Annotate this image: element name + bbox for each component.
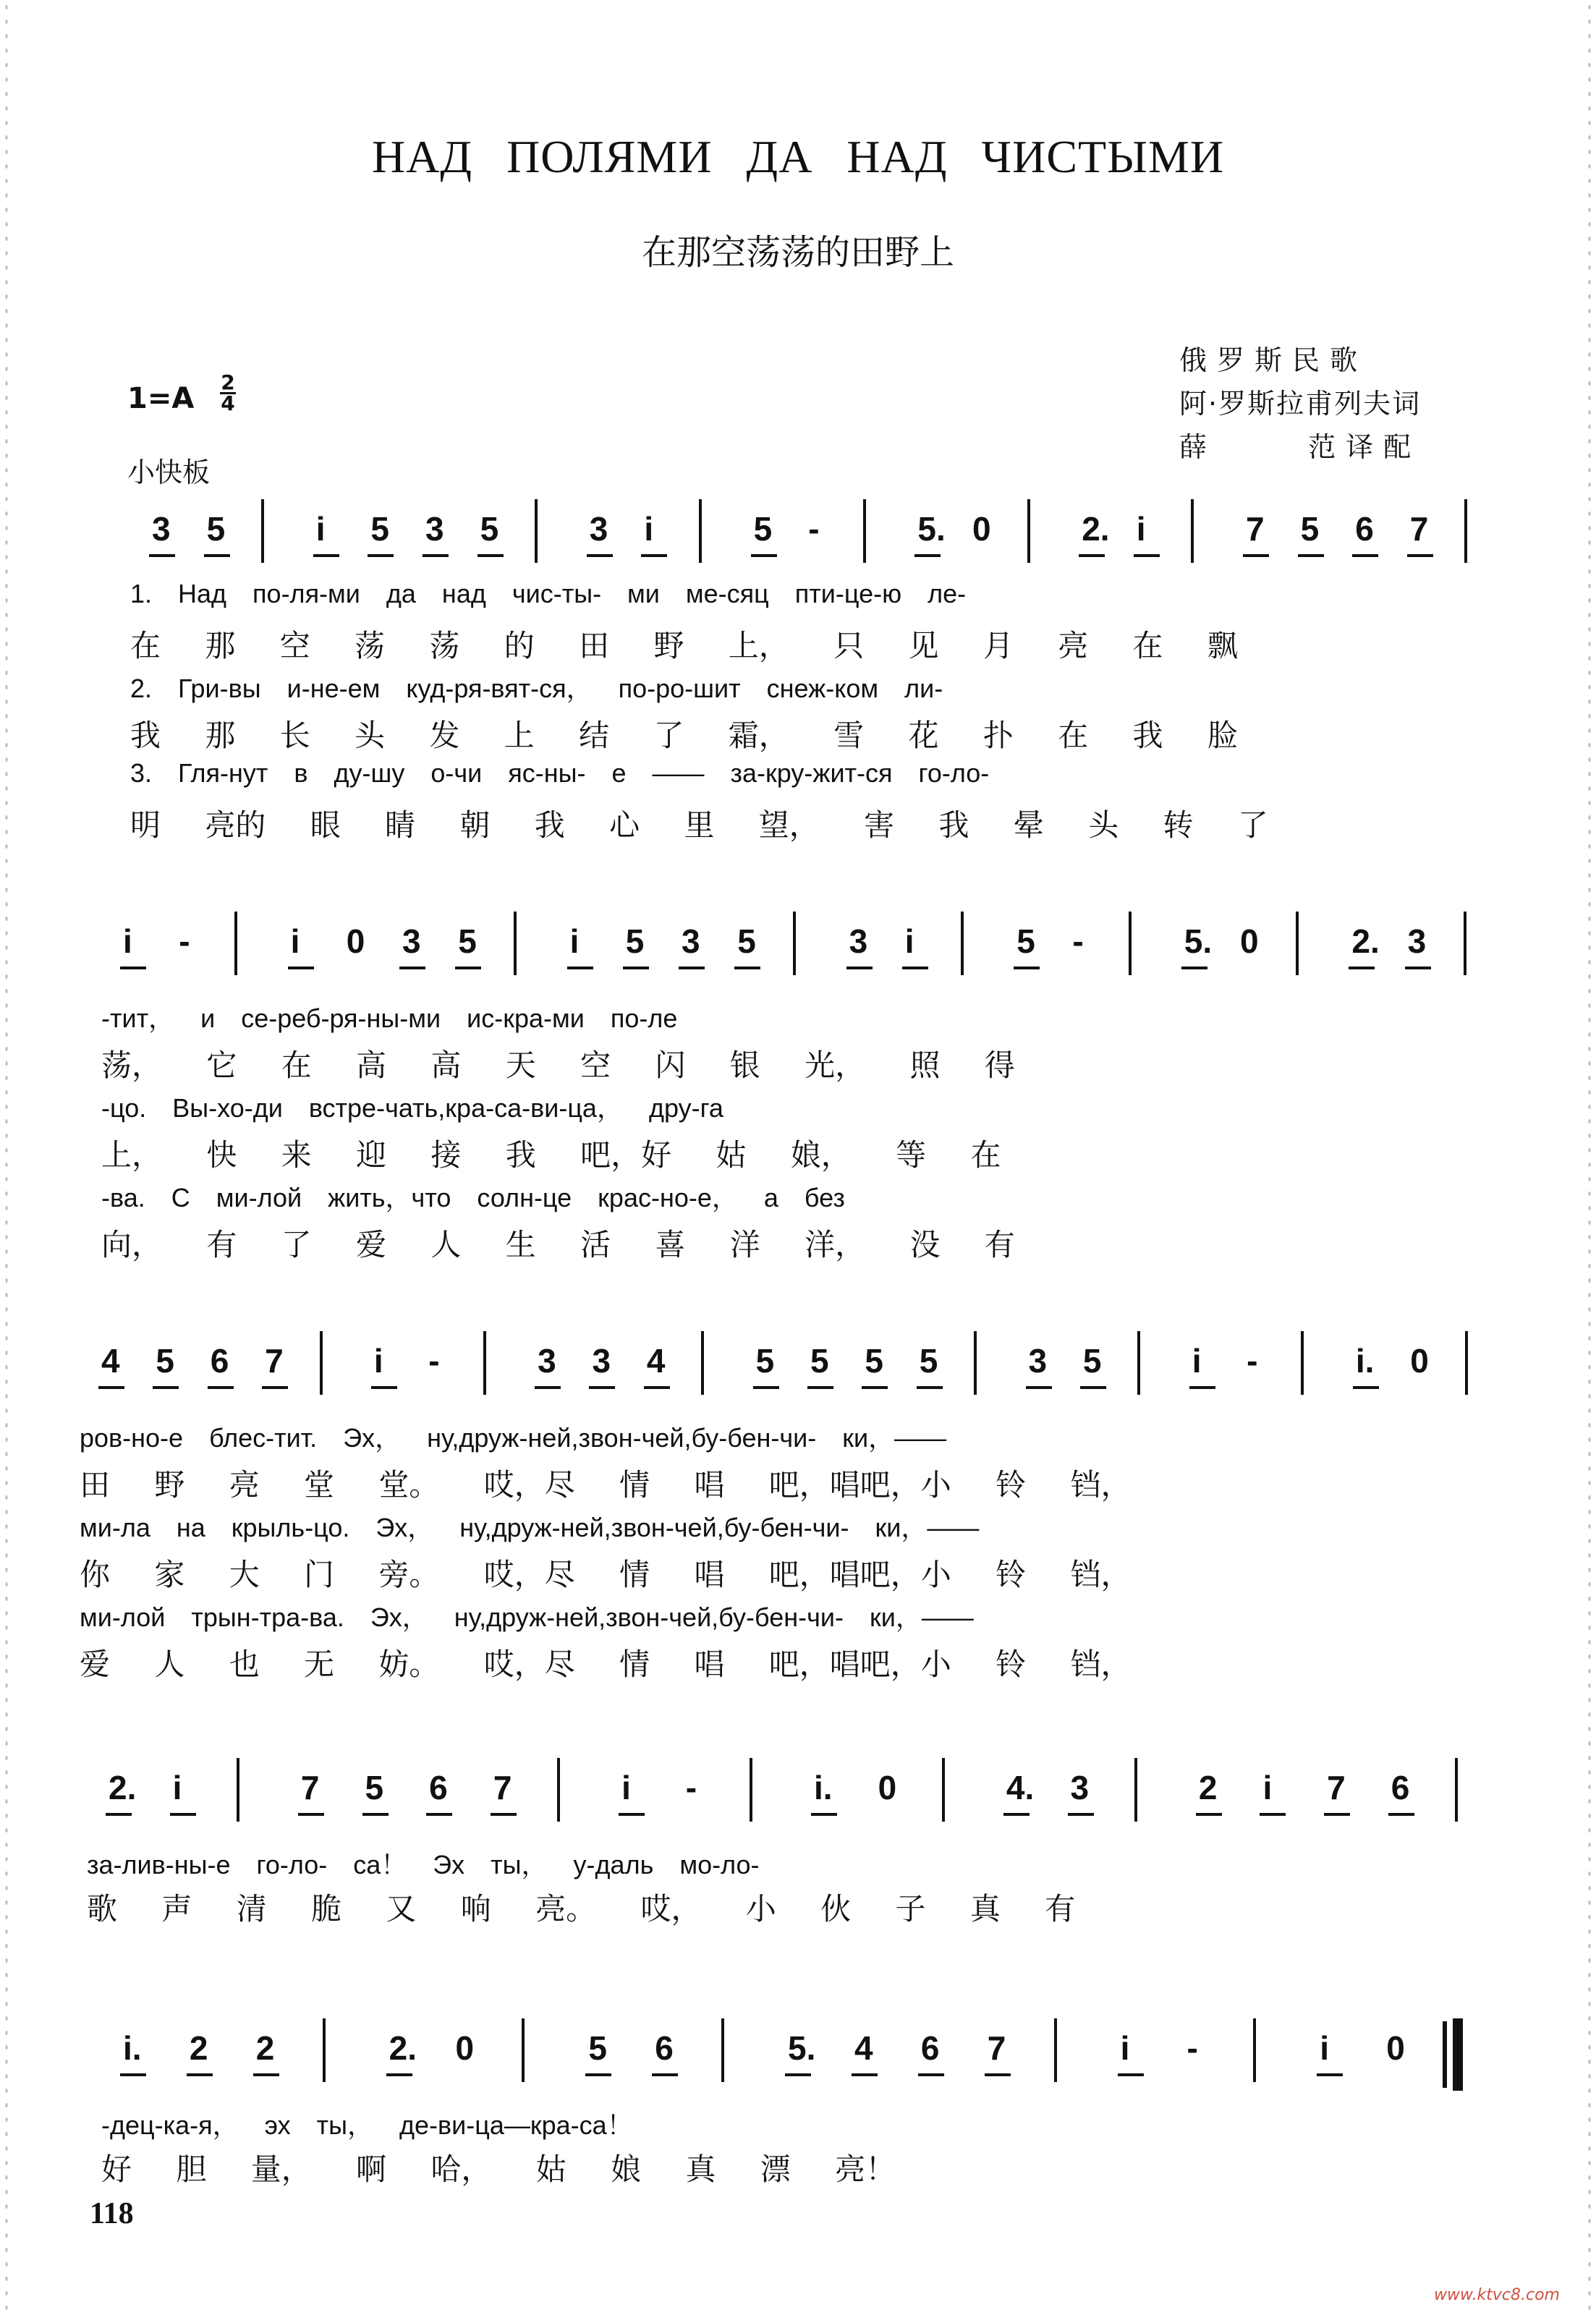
watermark: www.ktvc8.com: [1433, 2286, 1560, 2304]
note: 6: [655, 2029, 674, 2067]
note: 3: [425, 510, 444, 548]
underline-beam: [1134, 554, 1160, 557]
underline-beam: [917, 1386, 943, 1389]
underline-beam: [1352, 554, 1378, 557]
note: 5: [370, 510, 389, 548]
note: i: [621, 1769, 631, 1806]
note: 5: [156, 1342, 174, 1380]
underline-beam: [641, 554, 667, 557]
underline-beam: [477, 554, 504, 557]
note: 7: [1409, 510, 1429, 548]
chinese-lyric-line: 田 野 亮 堂 堂。 哎，尽 情 唱 吧，唱吧，小 铃 铛，: [80, 1467, 1132, 1503]
note: 3: [538, 1342, 556, 1380]
note: 3: [152, 510, 171, 548]
note: 5: [737, 922, 756, 960]
note: i: [644, 510, 654, 548]
underline-beam: [1003, 1813, 1030, 1816]
note: 5: [1300, 510, 1320, 548]
chinese-lyric-line: 你 家 大 门 旁。 哎，尽 情 唱 吧，唱吧，小 铃 铛，: [80, 1557, 1132, 1592]
chinese-lyric-line: 明 亮的 眼 睛 朝 我 心 里 望， 害 我 晕 头 转 了: [130, 807, 1268, 843]
underline-beam: [288, 967, 314, 969]
barline: [483, 1331, 486, 1395]
barline: [234, 912, 237, 975]
note: 0: [878, 1769, 897, 1806]
note: 4: [101, 1342, 120, 1380]
underline-beam: [423, 554, 449, 557]
chinese-lyric-line: 上， 快 来 迎 接 我 吧，好 姑 娘， 等 在: [101, 1137, 1001, 1173]
note: 0: [1410, 1342, 1429, 1380]
final-barline: [1453, 2018, 1463, 2091]
underline-beam: [751, 554, 777, 557]
note: 6: [429, 1769, 448, 1806]
underline-beam: [734, 967, 760, 969]
note: 2: [189, 2029, 208, 2067]
russian-lyric-line: -тит， и се-реб-ря-ны-ми ис-кра-ми по-ле: [101, 1003, 678, 1033]
barline: [320, 1331, 323, 1395]
underline-beam: [914, 554, 941, 557]
note: 4: [646, 1342, 666, 1380]
chinese-lyric-line: 我 那 长 头 发 上 结 了 霜， 雪 花 扑 在 我 脸: [130, 718, 1238, 753]
underline-beam: [253, 2073, 279, 2076]
note: i: [1192, 1342, 1202, 1380]
underline-beam: [106, 1813, 132, 1816]
underline-beam: [807, 1386, 833, 1389]
note: 6: [920, 2029, 940, 2067]
barline: [261, 499, 264, 563]
note: 2: [1198, 1769, 1218, 1806]
underline-beam: [1405, 967, 1431, 969]
barline: [1465, 1331, 1468, 1395]
underline-beam: [426, 1813, 452, 1816]
underline-beam: [120, 2073, 146, 2076]
note: 5: [753, 510, 773, 548]
note: i: [1262, 1769, 1273, 1806]
barline: [701, 1331, 704, 1395]
barline: [974, 1331, 977, 1395]
underline-beam: [587, 554, 613, 557]
sustain-dash: -: [685, 1769, 697, 1806]
right-border-dots: [1586, 0, 1593, 2315]
barline: [1129, 912, 1132, 975]
underline-beam: [1324, 1813, 1350, 1816]
underline-beam: [852, 2073, 878, 2076]
note: i.: [123, 2029, 142, 2067]
russian-lyric-line: -ва. С ми-лой жить，что солн-це крас-но-е， а без: [101, 1183, 845, 1212]
page-number: 118: [90, 2197, 134, 2230]
russian-lyric-line: 2. Гри-вы и-не-ем куд-ря-вят-ся， по-ро-шит снеж-ком ли-: [130, 674, 943, 703]
barline: [721, 2018, 724, 2082]
note: i: [172, 1769, 182, 1806]
underline-beam: [846, 967, 873, 969]
underline-beam: [585, 2073, 611, 2076]
time-signature: 2 4: [221, 370, 235, 415]
song-subtitle: 在那空荡荡的田野上: [641, 232, 954, 273]
russian-lyric-line: -дец-ка-я， эх ты， де-ви-ца—кра-са！: [101, 2110, 633, 2140]
note: i: [569, 922, 580, 960]
underline-beam: [1407, 554, 1433, 557]
note: 7: [265, 1342, 284, 1380]
note: i: [373, 1342, 383, 1380]
note: 5: [755, 1342, 775, 1380]
chinese-lyric-line: 在 那 空 荡 荡 的 田 野 上， 只 见 月 亮 在 飘: [130, 628, 1238, 663]
note: 5.: [788, 2029, 816, 2067]
note: 6: [1355, 510, 1374, 548]
underline-beam: [1118, 2073, 1144, 2076]
chinese-lyric-line: 爱 人 也 无 妨。 哎，尽 情 唱 吧，唱吧，小 铃 铛，: [80, 1647, 1132, 1682]
barline: [1191, 499, 1194, 563]
note: 7: [493, 1769, 512, 1806]
underline-beam: [298, 1813, 324, 1816]
underline-beam: [623, 967, 649, 969]
credit-origin: 俄罗斯民歌: [1179, 344, 1368, 376]
barline: [750, 1758, 752, 1822]
note: 2.: [1351, 922, 1380, 960]
russian-lyric-line: 1. Над по-ля-ми да над чис-ты- ми ме-сяц пти-це-ю ле-: [130, 579, 967, 608]
note: i: [290, 922, 300, 960]
barline: [1134, 1758, 1137, 1822]
credits: [1179, 339, 1421, 469]
note: i: [904, 922, 914, 960]
underline-beam: [785, 2073, 811, 2076]
note: 7: [1246, 510, 1265, 548]
underline-beam: [368, 554, 394, 557]
barline: [1296, 912, 1299, 975]
russian-lyric-line: ров-но-е блес-тит. Эх， ну,друж-ней,звон-чей,бу-бен-чи- ки，——: [80, 1423, 947, 1453]
note: 5.: [917, 510, 946, 548]
underline-beam: [862, 1386, 888, 1389]
note: i.: [814, 1769, 833, 1806]
barline: [1301, 1331, 1304, 1395]
underline-beam: [1353, 1386, 1379, 1389]
barline: [1137, 1331, 1140, 1395]
note: 0: [455, 2029, 475, 2067]
underline-beam: [1196, 1813, 1222, 1816]
russian-lyric-line: за-лив-ны-е го-ло- са！ Эх ты， у-даль мо-ло-: [87, 1850, 760, 1879]
key-signature: 1=A 2 4: [127, 370, 235, 415]
underline-beam: [652, 2073, 678, 2076]
sustain-dash: -: [1072, 922, 1084, 960]
note: 0: [972, 510, 991, 548]
underline-beam: [1026, 1386, 1052, 1389]
note: 7: [1327, 1769, 1346, 1806]
underline-beam: [679, 967, 705, 969]
underline-beam: [491, 1813, 517, 1816]
note: 0: [1386, 2029, 1405, 2067]
note: 7: [300, 1769, 320, 1806]
barline: [1464, 499, 1467, 563]
sustain-dash: -: [1187, 2029, 1198, 2067]
barline: [793, 912, 796, 975]
underline-beam: [399, 967, 425, 969]
chinese-lyric-line: 荡， 它 在 高 高 天 空 闪 银 光， 照 得: [101, 1048, 1015, 1083]
underline-beam: [1014, 967, 1040, 969]
barline: [237, 1758, 239, 1822]
underline-beam: [1298, 554, 1324, 557]
note: 6: [1391, 1769, 1410, 1806]
underline-beam: [1349, 967, 1375, 969]
russian-lyric-line: 3. Гля-нут в ду-шу о-чи яс-ны- е —— за-кру-жит-ся го-ло-: [130, 758, 990, 788]
left-border-dots: [3, 0, 10, 2315]
underline-beam: [153, 1386, 179, 1389]
sustain-dash: -: [428, 1342, 440, 1380]
note: 2.: [389, 2029, 417, 2067]
underline-beam: [1260, 1813, 1286, 1816]
barline: [699, 499, 702, 563]
barline: [1464, 912, 1466, 975]
tempo-marking: 小快板: [127, 456, 211, 488]
underline-beam: [589, 1386, 615, 1389]
underline-beam: [1243, 554, 1269, 557]
underline-beam: [1181, 967, 1207, 969]
barline: [522, 2018, 525, 2082]
underline-beam: [902, 967, 928, 969]
note: 3: [589, 510, 608, 548]
note: 2.: [109, 1769, 137, 1806]
song-title: НАД ПОЛЯМИ ДА НАД ЧИСТЫМИ: [371, 131, 1225, 182]
credit-lyricist: 阿·罗斯拉甫列夫词: [1179, 388, 1422, 420]
barline: [1027, 499, 1030, 563]
barline: [961, 912, 964, 975]
note: i: [1136, 510, 1146, 548]
note: 5: [625, 922, 645, 960]
note: 5: [865, 1342, 883, 1380]
russian-lyric-line: -цо. Вы-хо-ди встре-чать,кра-са-ви-ца， дру-га: [101, 1093, 723, 1123]
note: 5: [1016, 922, 1035, 960]
note: 5: [1082, 1342, 1102, 1380]
note: i.: [1355, 1342, 1375, 1380]
underline-beam: [362, 1813, 389, 1816]
credit-translator: 薛 范译配: [1179, 431, 1422, 463]
russian-lyric-line: ми-ла на крыль-цо. Эх， ну,друж-ней,звон-чей,бу-бен-чи- ки，——: [80, 1513, 980, 1542]
note: 0: [346, 922, 365, 960]
note: 3: [1407, 922, 1427, 960]
underline-beam: [313, 554, 339, 557]
note: 3: [402, 922, 421, 960]
underline-beam: [811, 1813, 837, 1816]
note: 3: [592, 1342, 611, 1380]
underline-beam: [753, 1386, 779, 1389]
russian-lyric-line: ми-лой трын-тра-ва. Эх， ну,друж-ней,звон-чей,бу-бен-чи- ки，——: [80, 1602, 974, 1632]
underline-beam: [170, 1813, 196, 1816]
underline-beam: [149, 554, 175, 557]
note: 5.: [1184, 922, 1213, 960]
barline: [535, 499, 538, 563]
sustain-dash: -: [179, 922, 190, 960]
underline-beam: [371, 1386, 397, 1389]
underline-beam: [1189, 1386, 1215, 1389]
underline-beam: [386, 2073, 412, 2076]
note: 3: [849, 922, 868, 960]
sustain-dash: -: [808, 510, 820, 548]
underline-beam: [187, 2073, 213, 2076]
note: 2: [255, 2029, 275, 2067]
note: 5: [458, 922, 477, 960]
chinese-lyric-line: 向， 有 了 爱 人 生 活 喜 洋 洋， 没 有: [101, 1227, 1015, 1262]
note: i: [123, 922, 132, 960]
underline-beam: [644, 1386, 670, 1389]
note: 4.: [1006, 1769, 1035, 1806]
note: i: [1120, 2029, 1130, 2067]
underline-beam: [98, 1386, 124, 1389]
underline-beam: [1317, 2073, 1343, 2076]
note: 4: [854, 2029, 873, 2067]
underline-beam: [208, 1386, 234, 1389]
barline: [863, 499, 866, 563]
barline: [1054, 2018, 1057, 2082]
underline-beam: [1068, 1813, 1094, 1816]
note: 5: [480, 510, 499, 548]
note: 7: [987, 2029, 1006, 2067]
note: 3: [1028, 1342, 1048, 1380]
underline-beam: [262, 1386, 288, 1389]
underline-beam: [567, 967, 593, 969]
underline-beam: [918, 2073, 944, 2076]
note: 5: [588, 2029, 607, 2067]
note: i: [315, 510, 326, 548]
sustain-dash: -: [1247, 1342, 1258, 1380]
barline: [557, 1758, 560, 1822]
barline: [942, 1758, 945, 1822]
underline-beam: [455, 967, 481, 969]
note: 3: [1070, 1769, 1090, 1806]
underline-beam: [1080, 1386, 1106, 1389]
note: 5: [365, 1769, 384, 1806]
underline-beam: [619, 1813, 645, 1816]
note: 5: [919, 1342, 938, 1380]
underline-beam: [120, 967, 146, 969]
barline: [1455, 1758, 1458, 1822]
underline-beam: [535, 1386, 561, 1389]
note: 6: [210, 1342, 229, 1380]
note: 5: [810, 1342, 829, 1380]
barline: [1253, 2018, 1256, 2082]
underline-beam: [204, 554, 230, 557]
underline-beam: [985, 2073, 1011, 2076]
note: 3: [682, 922, 700, 960]
barline: [514, 912, 517, 975]
chinese-lyric-line: 好 胆 量， 啊 哈， 姑 娘 真 漂 亮！: [101, 2152, 896, 2187]
barline: [323, 2018, 326, 2082]
underline-beam: [1388, 1813, 1414, 1816]
note: 5: [206, 510, 226, 548]
note: 0: [1240, 922, 1259, 960]
note: 2.: [1082, 510, 1110, 548]
chinese-lyric-line: 歌 声 清 脆 又 响 亮。 哎， 小 伙 子 真 有: [87, 1891, 1076, 1927]
underline-beam: [1079, 554, 1105, 557]
note: i: [1320, 2029, 1330, 2067]
